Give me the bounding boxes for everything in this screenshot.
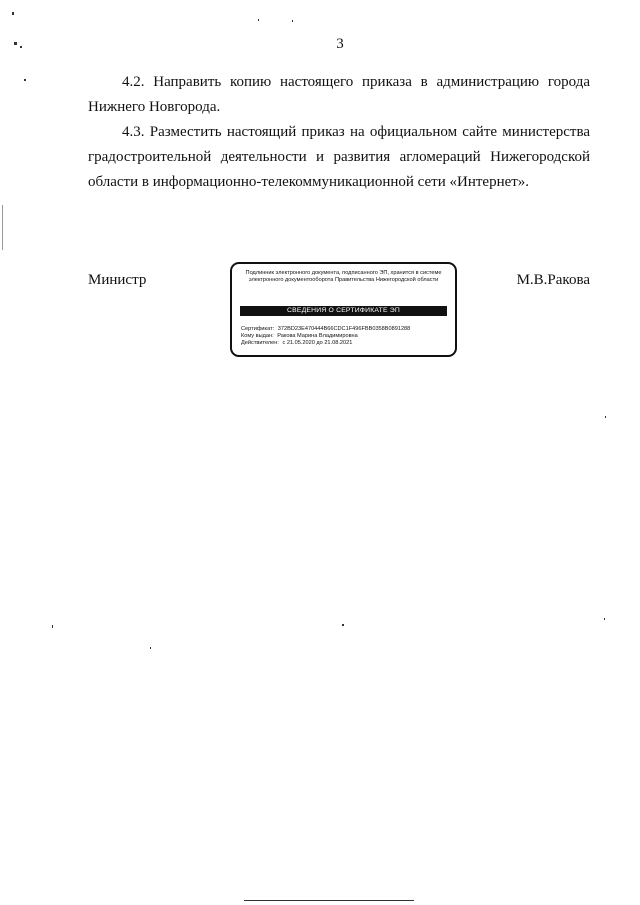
signer-title: Министр (88, 272, 147, 288)
scan-speck (12, 12, 14, 15)
valid-label: Действителен: (241, 340, 279, 346)
certificate-label: Сертификат: (241, 326, 275, 332)
stamp-header: СВЕДЕНИЯ О СЕРТИФИКАТЕ ЭП (240, 306, 447, 316)
scan-speck (14, 42, 17, 45)
scan-speck (292, 20, 293, 22)
issued-to-value: Ракова Марина Владимировна (277, 333, 358, 339)
paragraph-4-3-text: 4.3. Разместить настоящий приказ на официальном сайте министерства градостроительной деятельности и развития агломераций Нижегородской области в информационно-телекоммуникационной сети «Интернет». (88, 124, 590, 190)
e-signature-stamp (230, 262, 457, 357)
scan-speck (150, 647, 151, 649)
scan-edge-line (2, 205, 3, 250)
stamp-valid-row (241, 340, 449, 347)
stamp-certificate-row (241, 326, 449, 333)
page-number: 3 (336, 36, 344, 52)
scan-speck (52, 625, 53, 628)
paragraph-4-2 (88, 70, 590, 120)
scan-edge-line (244, 900, 414, 901)
signer-name: М.В.Ракова (516, 272, 590, 288)
scan-speck (20, 46, 22, 48)
scan-speck (604, 618, 605, 620)
scan-speck (24, 79, 26, 81)
issued-to-label: Кому выдан: (241, 333, 274, 339)
stamp-issued-to-row (241, 333, 449, 340)
stamp-notice: Подлинник электронного документа, подписанного ЭП, хранится в системе электронного документооборота Правительства Нижегородской области (245, 270, 442, 283)
paragraph-4-2-text: 4.2. Направить копию настоящего приказа в администрацию города Нижнего Новгорода. (88, 74, 590, 115)
certificate-value: 372BD23E470444B66CDC1F496FBB0358B0891288 (277, 326, 411, 332)
scan-speck (258, 19, 259, 21)
scan-speck (342, 624, 344, 626)
scan-speck (605, 416, 606, 418)
valid-value: с 21.05.2020 до 21.08.2021 (282, 340, 353, 346)
paragraph-4-3 (88, 120, 590, 195)
stamp-details (241, 326, 449, 347)
